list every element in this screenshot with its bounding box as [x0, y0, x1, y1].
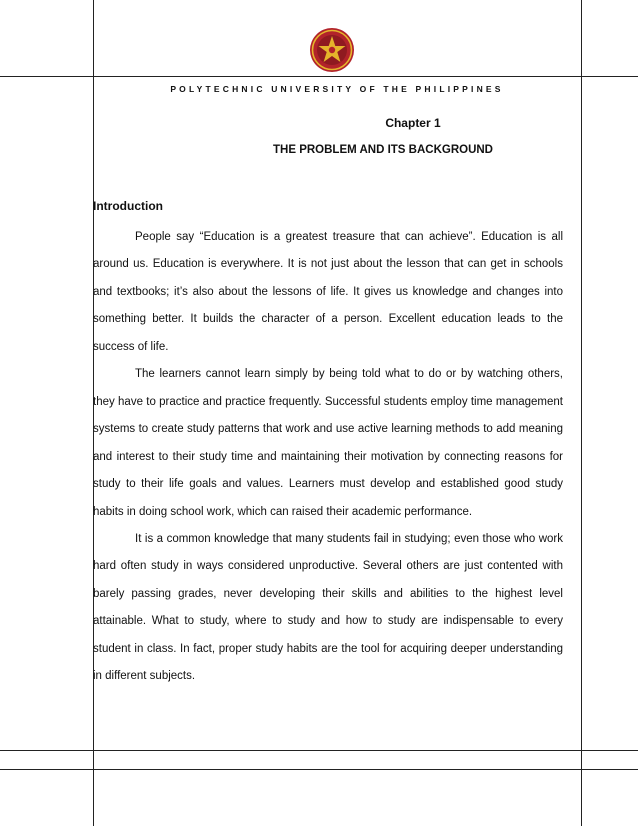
paragraph: The learners cannot learn simply by being told what to do or by watching others, they have to practice and practice frequently. Successful students employ time management systems to create study patterns that work and use active learning methods to add meaning and interest to their study time and maintaining their motivation by connecting reasons for study to their life goals and values. Learners must develop and established good study habits in doing school work, which can raised their academic performance.	[93, 368, 563, 518]
paragraph: It is a common knowledge that many students fail in studying; even those who work hard often study in ways considered unproductive. Several others are just contented with barely passing grades, never developing their skills and abilities to the highest level attainable. What to study, where to study and how to study are indispensable to every student in class. In fact, proper study habits are the tool for acquiring deeper understanding in different subjects.	[93, 532, 563, 683]
right-margin-rule	[581, 0, 582, 826]
pup-seal-icon	[307, 25, 357, 75]
footer-rule-lower	[0, 769, 638, 770]
section-heading: Introduction	[93, 199, 163, 213]
university-name: POLYTECHNIC UNIVERSITY OF THE PHILIPPINES	[170, 84, 504, 94]
footer-rule-upper	[0, 750, 638, 751]
chapter-title: THE PROBLEM AND ITS BACKGROUND	[273, 144, 493, 156]
body-text	[93, 224, 563, 691]
paragraph: People say “Education is a greatest treasure that can achieve”. Education is all around us. Education is everywhere. It is not just about the lesson that can get in schools and textbooks; it’s also about the lessons of life. It gives us knowledge and changes into something better. It builds the character of a person. Excellent education leads to the success of life.	[93, 231, 563, 353]
header-rule	[0, 76, 638, 77]
chapter-number: Chapter 1	[385, 116, 441, 130]
